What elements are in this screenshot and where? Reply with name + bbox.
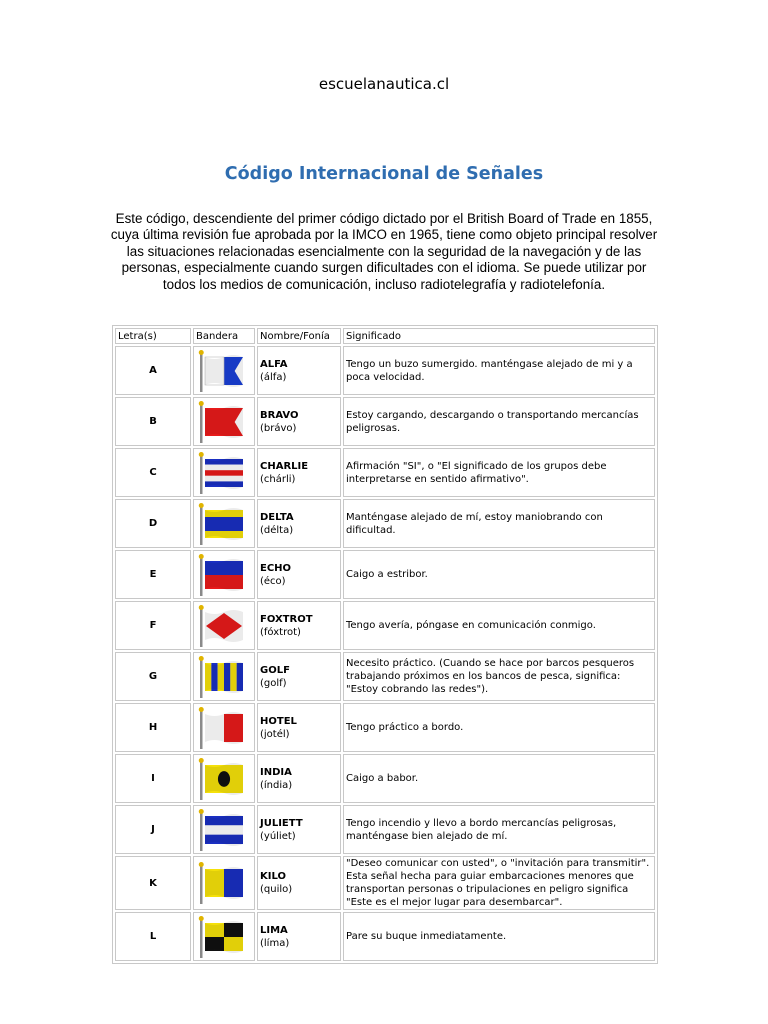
name-cell	[257, 856, 341, 910]
intro-paragraph	[104, 211, 664, 293]
header-meaning: Significado	[343, 328, 655, 344]
flag-cell	[193, 703, 255, 752]
meaning-line: transportan personas o tripulaciones en peligro significa	[346, 884, 629, 895]
name-cell	[257, 652, 341, 701]
name-cell	[257, 499, 341, 548]
name-cell	[257, 754, 341, 803]
meaning-line: Caigo a babor.	[346, 773, 419, 784]
flag-phonetic: (éco)	[260, 575, 286, 587]
india-flag-icon	[197, 758, 251, 800]
table-row	[115, 856, 655, 910]
flag-phonetic: (chárli)	[260, 473, 296, 485]
name-cell	[257, 397, 341, 446]
name-cell	[257, 448, 341, 497]
meaning-cell	[343, 652, 655, 701]
meaning-line: "Estoy cobrando las redes").	[346, 684, 489, 695]
flag-phonetic: (yúliet)	[260, 830, 296, 842]
meaning-line: peligrosas.	[346, 422, 401, 434]
flag-cell	[193, 499, 255, 548]
meaning-line: trabajando próximos en los bancos de pesca, significa:	[346, 671, 621, 682]
flag-name: JULIETT	[260, 817, 303, 829]
table-row	[115, 912, 655, 961]
meaning-cell	[343, 346, 655, 395]
flag-cell	[193, 652, 255, 701]
meaning-cell	[343, 856, 655, 910]
header-name: Nombre/Fonía	[257, 328, 341, 344]
row-letter: K	[115, 856, 191, 910]
signal-table-body	[115, 328, 655, 961]
intro-line: las situaciones relacionadas esencialmente con la seguridad de la navegación y de las	[126, 243, 642, 259]
meaning-line: Necesito práctico. (Cuando se hace por barcos pesqueros	[346, 658, 635, 669]
name-cell	[257, 703, 341, 752]
meaning-line: Manténgase alejado de mí, estoy maniobrando con	[346, 511, 603, 523]
meaning-line: Estoy cargando, descargando o transportando mercancías	[346, 409, 639, 421]
flag-name: LIMA	[260, 924, 288, 936]
bravo-flag-icon	[197, 401, 251, 443]
table-row	[115, 550, 655, 599]
meaning-line: "Este es el mejor lugar para desembarcar".	[346, 897, 563, 908]
table-row	[115, 448, 655, 497]
flag-name: DELTA	[260, 511, 294, 523]
flag-cell	[193, 912, 255, 961]
table-row	[115, 703, 655, 752]
flag-name: HOTEL	[260, 715, 297, 727]
header-letter: Letra(s)	[115, 328, 191, 344]
delta-flag-icon	[197, 503, 251, 545]
table-row	[115, 601, 655, 650]
row-letter: H	[115, 703, 191, 752]
intro-line: todos los medios de comunicación, incluso radiotelegrafía y radiotelefonía.	[162, 276, 606, 292]
table-row	[115, 652, 655, 701]
table-row	[115, 499, 655, 548]
table-row	[115, 346, 655, 395]
meaning-line: manténgase bien alejado de mí.	[346, 830, 508, 842]
meaning-line: Tengo incendio y llevo a bordo mercancías peligrosas,	[346, 817, 617, 829]
flag-phonetic: (délta)	[260, 524, 294, 536]
table-header-row	[115, 328, 655, 344]
meaning-cell	[343, 550, 655, 599]
flag-cell	[193, 805, 255, 854]
name-cell	[257, 805, 341, 854]
flag-phonetic: (índia)	[260, 779, 293, 791]
flag-cell	[193, 448, 255, 497]
table-row	[115, 805, 655, 854]
flag-phonetic: (brávo)	[260, 422, 297, 434]
row-letter: L	[115, 912, 191, 961]
name-cell	[257, 550, 341, 599]
echo-flag-icon	[197, 554, 251, 596]
meaning-cell	[343, 448, 655, 497]
flag-cell	[193, 856, 255, 910]
meaning-line: Afirmación "SI", o "El significado de los grupos debe	[346, 460, 607, 472]
flag-phonetic: (quilo)	[260, 884, 293, 895]
meaning-line: "Deseo comunicar con usted", o "invitación para transmitir".	[346, 858, 650, 869]
name-cell	[257, 346, 341, 395]
kilo-flag-icon	[197, 862, 251, 904]
flag-cell	[193, 397, 255, 446]
meaning-cell	[343, 912, 655, 961]
table-row	[115, 397, 655, 446]
flag-name: ALFA	[260, 358, 288, 370]
row-letter: C	[115, 448, 191, 497]
flag-cell	[193, 601, 255, 650]
meaning-line: interpretarse en sentido afirmativo".	[346, 473, 529, 485]
intro-line: Este código, descendiente del primer código dictado por el British Board of Trade en 1855,	[115, 211, 653, 226]
lima-flag-icon	[197, 916, 251, 958]
flag-name: GOLF	[260, 664, 290, 676]
flag-cell	[193, 346, 255, 395]
row-letter: B	[115, 397, 191, 446]
meaning-line: dificultad.	[346, 524, 396, 536]
flag-phonetic: (jotél)	[260, 728, 290, 740]
row-letter: F	[115, 601, 191, 650]
flag-name: CHARLIE	[260, 460, 309, 472]
site-name: escuelanautica.cl	[318, 75, 450, 93]
hotel-flag-icon	[197, 707, 251, 749]
meaning-line: Pare su buque inmediatamente.	[346, 931, 507, 942]
name-cell	[257, 601, 341, 650]
flag-name: ECHO	[260, 562, 292, 574]
flag-name: BRAVO	[260, 409, 299, 421]
meaning-line: poca velocidad.	[346, 371, 425, 383]
flag-phonetic: (álfa)	[260, 371, 287, 383]
meaning-cell	[343, 703, 655, 752]
meaning-cell	[343, 499, 655, 548]
header-flag: Bandera	[193, 328, 255, 344]
signal-table	[112, 325, 658, 964]
meaning-line: Esta señal hecha para guiar embarcaciones menores que	[346, 871, 634, 882]
flag-phonetic: (fóxtrot)	[260, 626, 301, 638]
golf-flag-icon	[197, 656, 251, 698]
foxtrot-flag-icon	[197, 605, 251, 647]
intro-line: personas, especialmente cuando surgen dificultades con el idioma. Se puede utilizar por	[121, 260, 647, 276]
meaning-cell	[343, 805, 655, 854]
name-cell	[257, 912, 341, 961]
row-letter: J	[115, 805, 191, 854]
row-letter: G	[115, 652, 191, 701]
charlie-flag-icon	[197, 452, 251, 494]
meaning-cell	[343, 754, 655, 803]
alfa-flag-icon	[197, 350, 251, 392]
meaning-line: Tengo un buzo sumergido. manténgase alejado de mi y a	[346, 358, 633, 370]
flag-name: FOXTROT	[260, 613, 313, 625]
meaning-cell	[343, 601, 655, 650]
flag-name: KILO	[260, 871, 286, 882]
page-title: Código Internacional de Señales	[224, 164, 544, 184]
meaning-line: Tengo práctico a bordo.	[346, 722, 464, 733]
table-row	[115, 754, 655, 803]
row-letter: I	[115, 754, 191, 803]
meaning-line: Caigo a estribor.	[346, 569, 428, 580]
flag-phonetic: (líma)	[260, 937, 290, 949]
intro-line: cuya última revisión fue aprobada por la IMCO en 1965, tiene como objeto principal resolver	[110, 227, 658, 243]
flag-name: INDIA	[260, 766, 292, 778]
row-letter: A	[115, 346, 191, 395]
row-letter: E	[115, 550, 191, 599]
meaning-cell	[343, 397, 655, 446]
juliett-flag-icon	[197, 809, 251, 851]
flag-cell	[193, 550, 255, 599]
row-letter: D	[115, 499, 191, 548]
meaning-line: Tengo avería, póngase en comunicación conmigo.	[346, 620, 596, 631]
flag-cell	[193, 754, 255, 803]
flag-phonetic: (golf)	[260, 677, 287, 689]
